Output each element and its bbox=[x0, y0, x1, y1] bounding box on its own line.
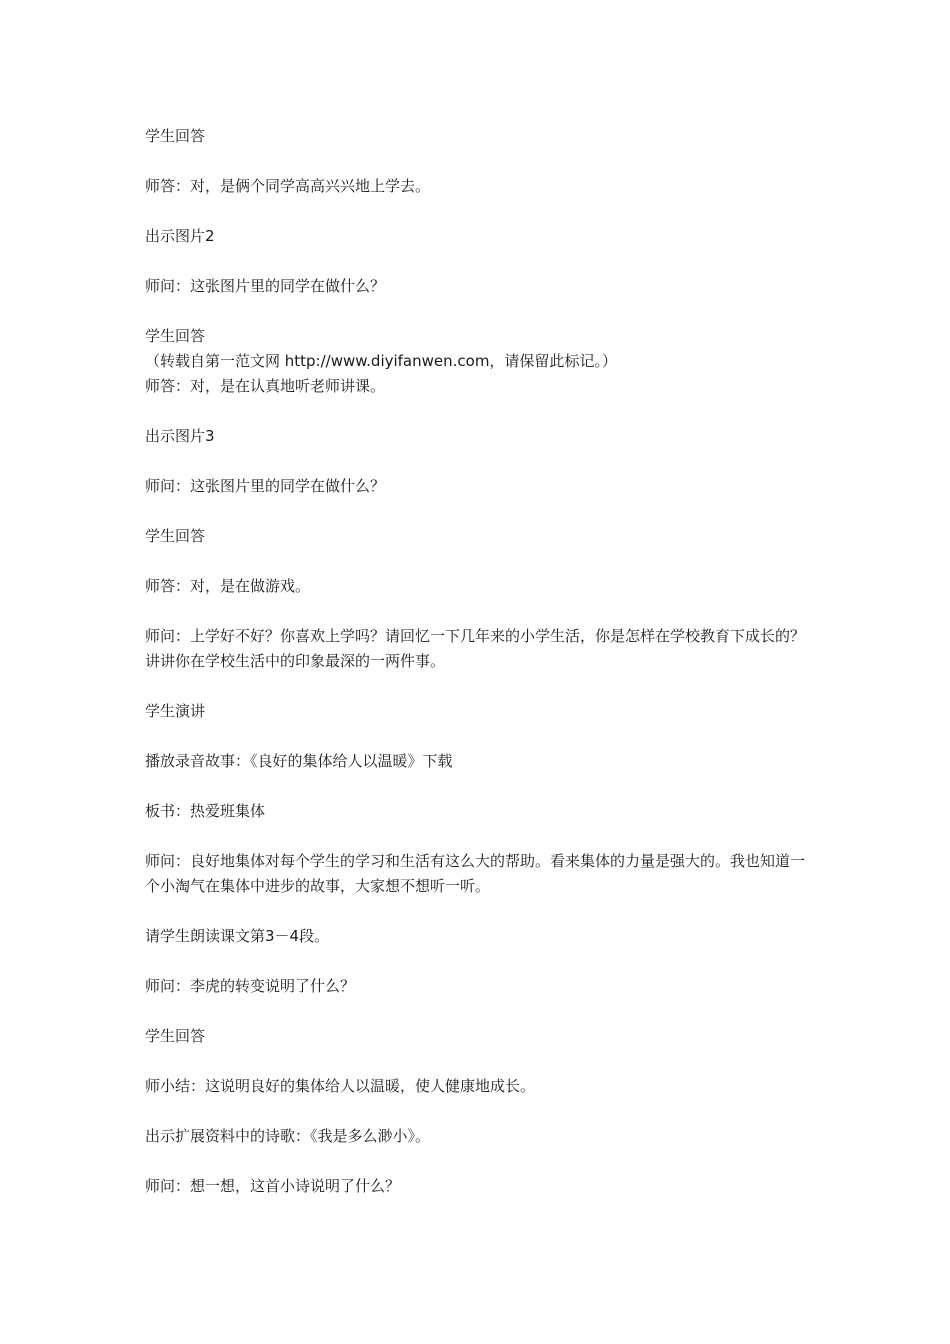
paragraph-show-picture-2: 出示图片2 bbox=[145, 227, 215, 245]
paragraph-student-answer-2: 学生回答 bbox=[145, 327, 206, 345]
paragraph-read-text: 请学生朗读课文第3－4段。 bbox=[145, 927, 330, 945]
paragraph-teacher-answer-3: 师答：对，是在做游戏。 bbox=[145, 577, 311, 595]
paragraph-teacher-answer-2: 师答：对，是在认真地听老师讲课。 bbox=[145, 377, 386, 395]
paragraph-student-answer-4: 学生回答 bbox=[145, 1027, 206, 1045]
paragraph-show-poem: 出示扩展资料中的诗歌：《我是多么渺小》。 bbox=[145, 1127, 431, 1145]
paragraph-blackboard: 板书：热爱班集体 bbox=[145, 802, 266, 820]
paragraph-teacher-question-6: 师问：想一想，这首小诗说明了什么？ bbox=[145, 1177, 401, 1195]
source-note: （转载自第一范文网 http://www.diyifanwen.com，请保留此标记。） bbox=[145, 352, 617, 370]
paragraph-teacher-question-4: 师问：良好地集体对每个学生的学习和生活有这么大的帮助。看来集体的力量是强大的。我也知道一个小淘气在集体中进步的故事，大家想不想听一听。 bbox=[145, 852, 806, 895]
paragraph-teacher-question-5: 师问：李虎的转变说明了什么？ bbox=[145, 977, 356, 995]
paragraph-teacher-summary: 师小结：这说明良好的集体给人以温暖，使人健康地成长。 bbox=[145, 1077, 536, 1095]
paragraph-teacher-question-3: 师问：上学好不好？你喜欢上学吗？请回忆一下几年来的小学生活，你是怎样在学校教育下成长的？讲讲你在学校生活中的印象最深的一两件事。 bbox=[145, 627, 806, 670]
paragraph-teacher-answer-1: 师答：对，是俩个同学高高兴兴地上学去。 bbox=[145, 177, 431, 195]
paragraph-teacher-question-2: 师问：这张图片里的同学在做什么？ bbox=[145, 477, 386, 495]
paragraph-student-answer-3: 学生回答 bbox=[145, 527, 206, 545]
paragraph-student-answer-1: 学生回答 bbox=[145, 127, 206, 145]
paragraph-play-story: 播放录音故事：《良好的集体给人以温暖》下载 bbox=[145, 752, 453, 770]
paragraph-show-picture-3: 出示图片3 bbox=[145, 427, 215, 445]
document-body bbox=[145, 124, 817, 1224]
paragraph-student-speech: 学生演讲 bbox=[145, 702, 206, 720]
paragraph-teacher-question-1: 师问：这张图片里的同学在做什么？ bbox=[145, 277, 386, 295]
